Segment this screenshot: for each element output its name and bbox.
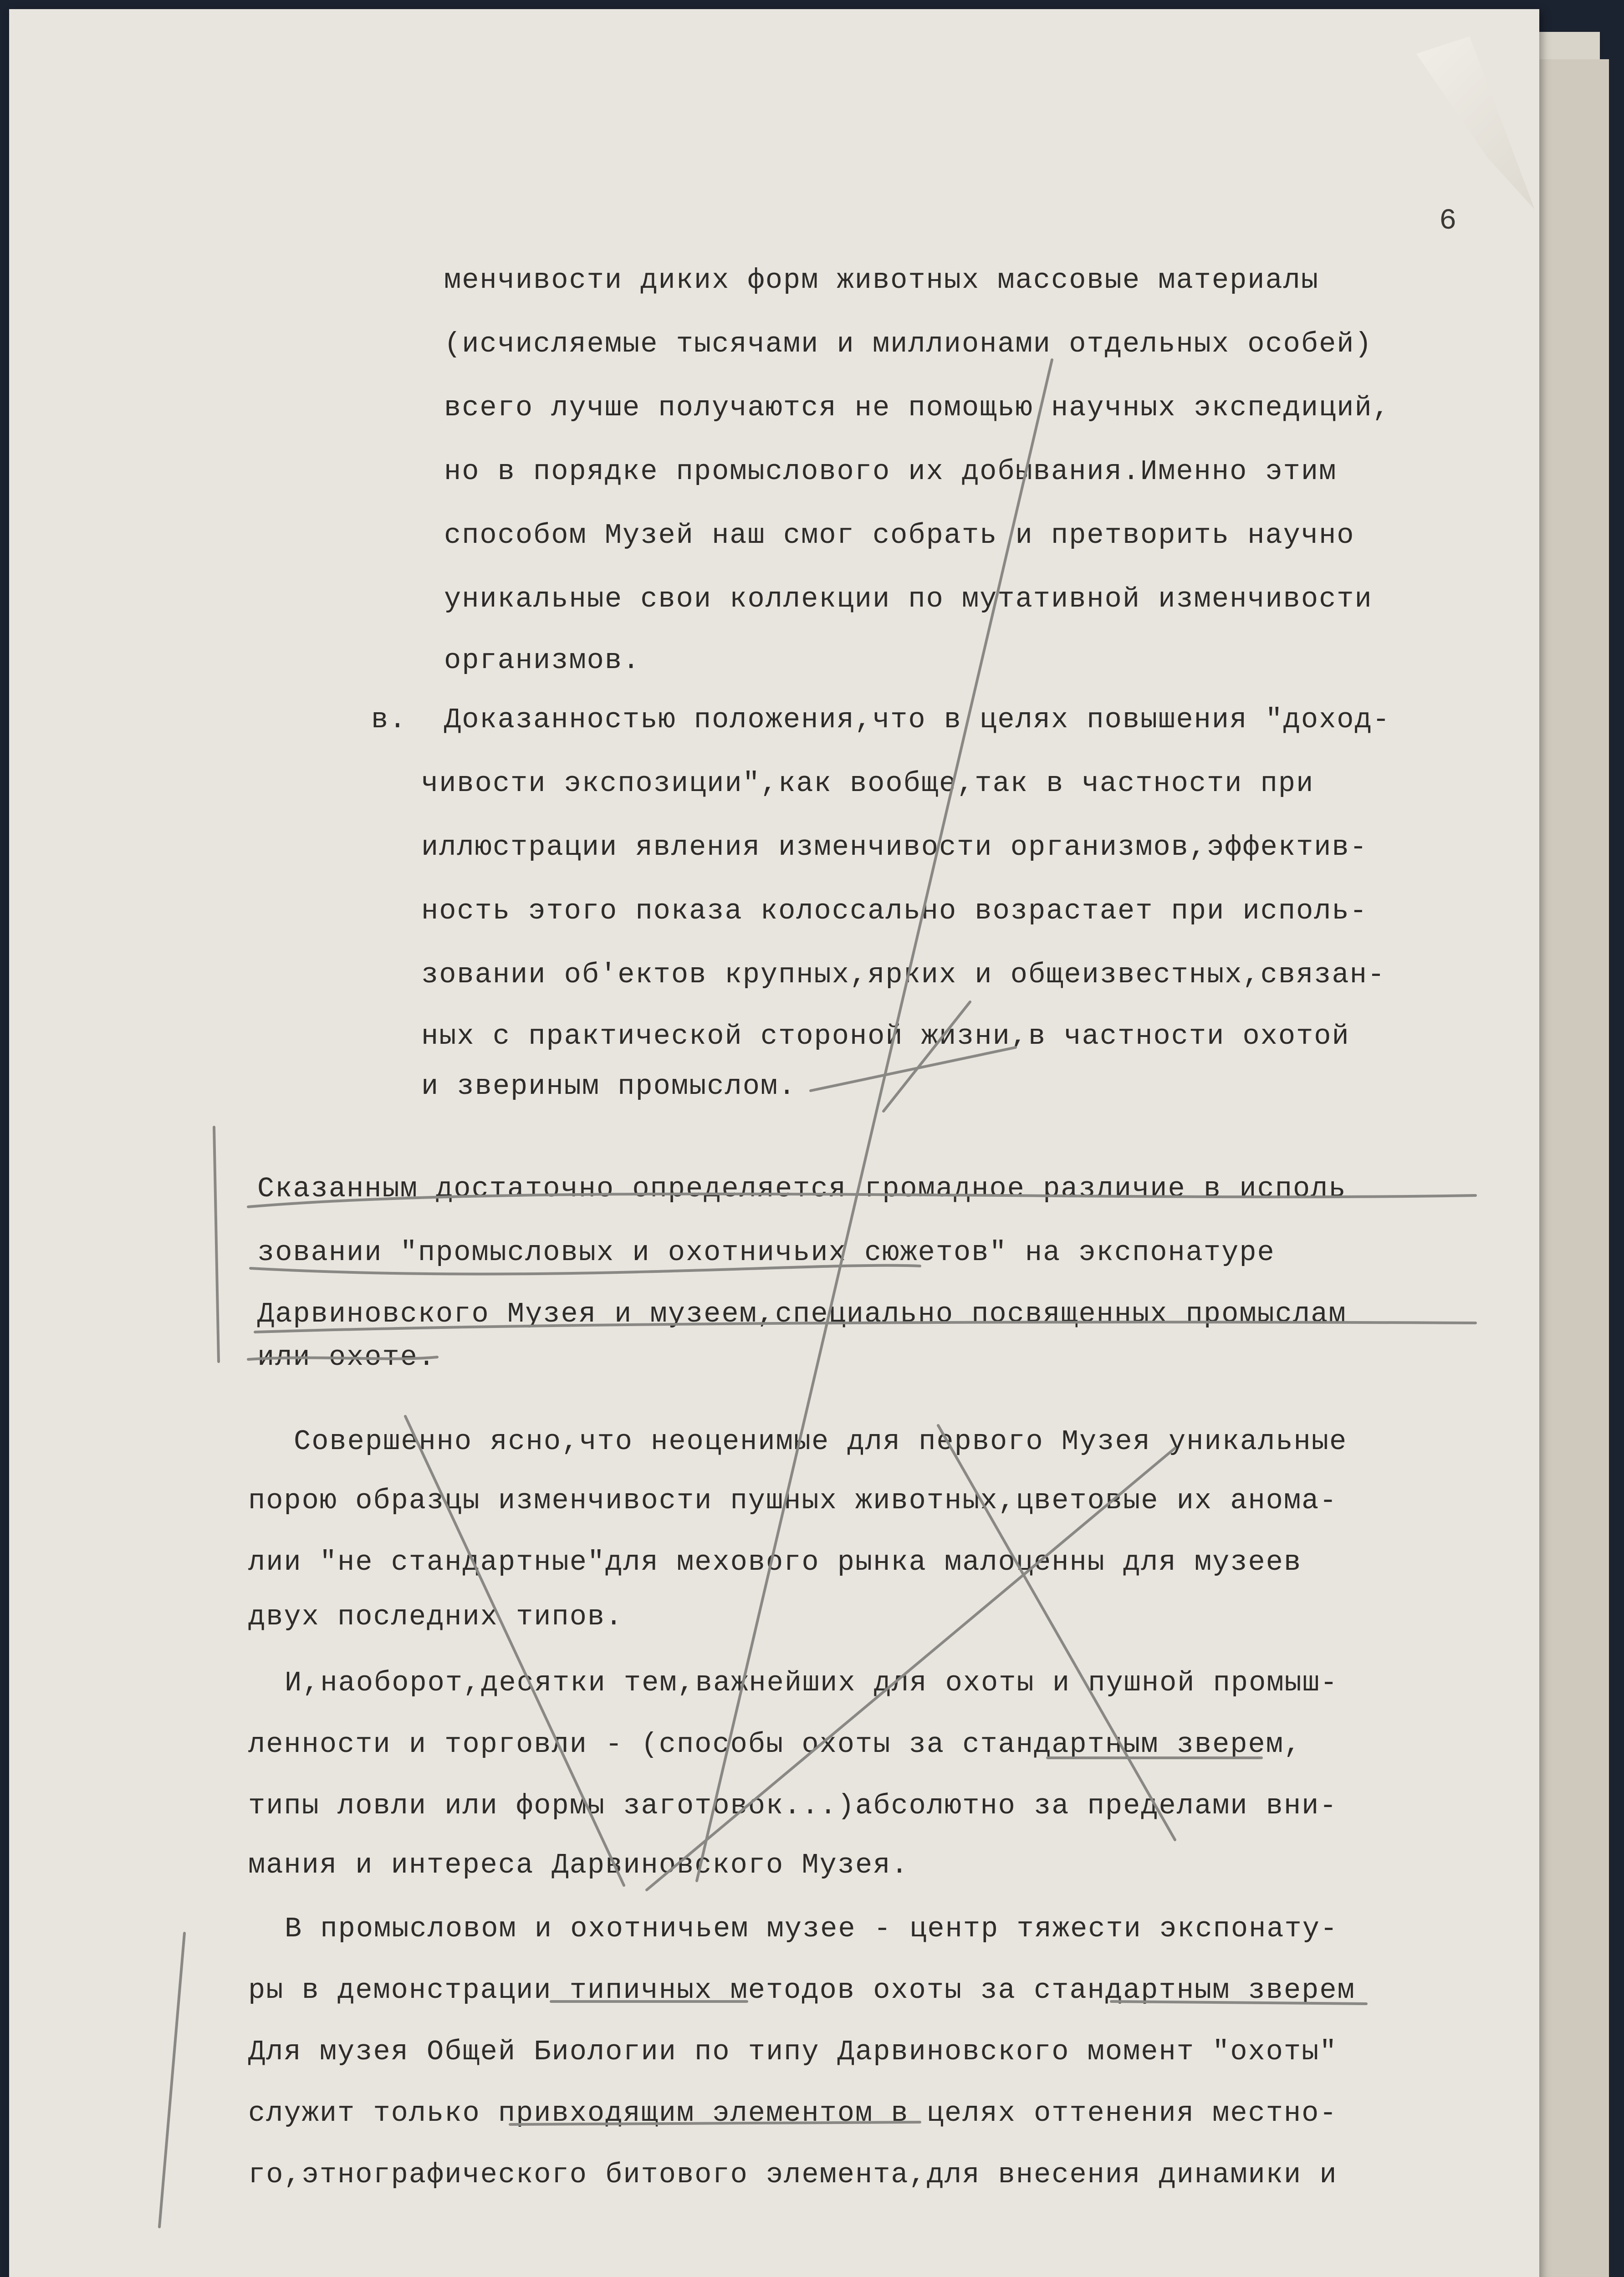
text-line: иллюстрации явления изменчивости организмов,эффектив- <box>421 831 1368 863</box>
text-line: мания и интереса Дарвиновского Музея. <box>248 1849 909 1881</box>
text-line: лии "не стандартные"для мехового рынка малоценны для музеев <box>248 1546 1302 1578</box>
item-marker: в. <box>371 704 407 736</box>
text-line: ность этого показа колоссально возрастает при исполь- <box>421 895 1368 927</box>
text-line: организмов. <box>444 644 641 677</box>
text-line: но в порядке промыслового их добывания.Именно этим <box>444 455 1337 488</box>
text-line: зовании "промысловых и охотничьих сюжетов" на экспонатуре <box>257 1236 1275 1269</box>
text-line: менчивости диких форм животных массовые материалы <box>444 264 1319 296</box>
text-line: И,наоборот,десятки тем,важнейших для охоты и пушной промыш- <box>285 1667 1338 1699</box>
text-line: Сказанным достаточно определяется громадное различие в исполь <box>257 1173 1347 1205</box>
page-number: 6 <box>1439 205 1458 238</box>
text-line: способом Музей наш смог собрать и претворить научно <box>444 519 1355 551</box>
text-line: чивости экспозиции",как вообще,так в частности при <box>421 767 1314 800</box>
text-line: порою образцы изменчивости пушных животных,цветовые их анома- <box>248 1485 1338 1517</box>
text-line: го,этнографического битового элемента,для внесения динамики и <box>248 2159 1338 2191</box>
underlying-page-edge <box>1530 59 1609 2277</box>
typewritten-text <box>9 9 1539 2277</box>
text-line: двух последних типов. <box>248 1601 623 1633</box>
text-line: Совершенно ясно,что неоценимые для первого Музея уникальные <box>294 1425 1348 1458</box>
text-line: ленности и торговли - (способы охоты за стандартным зверем, <box>248 1728 1302 1761</box>
text-line: и звериным промыслом. <box>421 1070 797 1103</box>
text-line: ры в демонстрации типичных методов охоты за стандартным зверем <box>248 1974 1355 2006</box>
text-line: (исчисляемые тысячами и миллионами отдельных особей) <box>444 328 1373 360</box>
text-line: всего лучше получаются не помощью научных экспедиций, <box>444 392 1390 424</box>
text-line: Доказанностью положения,что в целях повышения "доход- <box>444 704 1390 736</box>
text-line: Для музея Общей Биологии по типу Дарвиновского момент "охоты" <box>248 2036 1338 2068</box>
text-line: зовании об'ектов крупных,ярких и общеизвестных,связан- <box>421 959 1386 991</box>
text-line: Дарвиновского Музея и музеем,специально посвященных промыслам <box>257 1298 1347 1330</box>
text-line: В промысловом и охотничьем музее - центр тяжести экспонату- <box>285 1913 1338 1945</box>
document-page <box>9 9 1539 2277</box>
text-line: уникальные свои коллекции по мутативной изменчивости <box>444 583 1373 615</box>
text-line: ных с практической стороной жизни,в частности охотой <box>421 1020 1350 1052</box>
text-line: служит только привходящим элементом в целях оттенения местно- <box>248 2097 1338 2129</box>
text-line: или охоте. <box>257 1341 436 1373</box>
text-line: типы ловли или формы заготовок...)абсолютно за пределами вни- <box>248 1790 1338 1822</box>
